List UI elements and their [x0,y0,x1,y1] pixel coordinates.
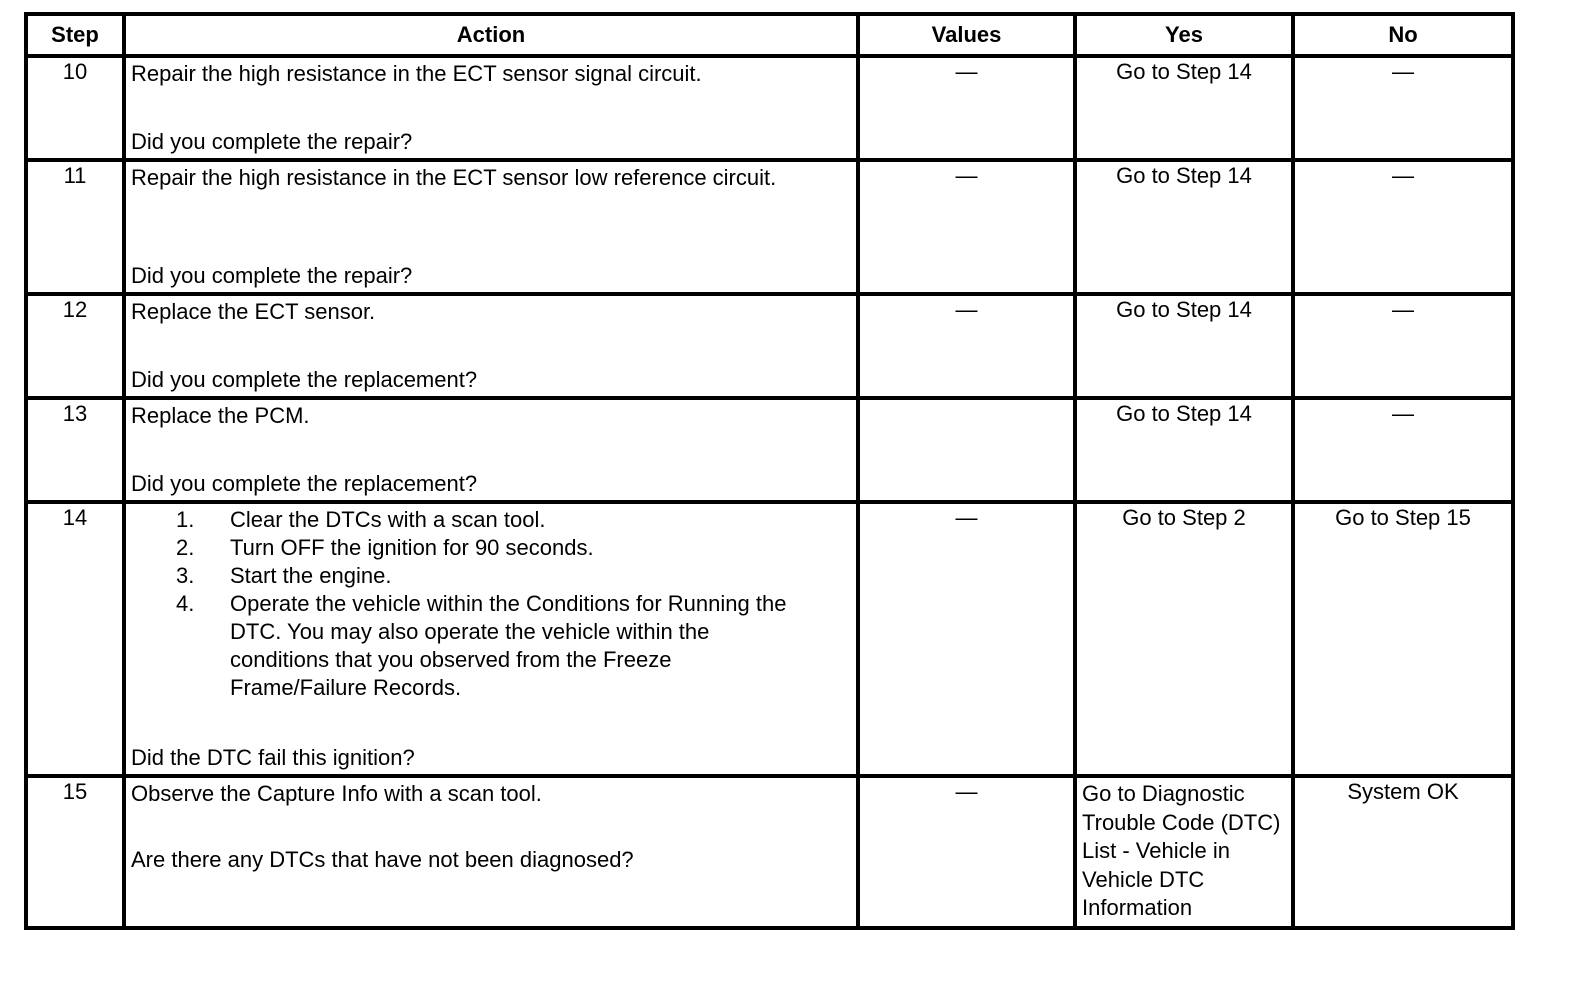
action-cell [124,398,858,502]
table-row [26,160,1513,294]
yes-cell: Go to Step 14 [1075,56,1293,160]
action-question: Did you complete the replacement? [131,367,478,392]
substep-text: Clear the DTCs with a scan tool. [230,507,546,532]
table-row [26,398,1513,502]
substep-number: 2. [176,535,195,560]
values-cell [858,398,1075,502]
substep-number: 3. [176,563,195,588]
no-cell: System OK [1293,776,1513,928]
header-step: Step [26,14,124,56]
action-instruction: Replace the PCM. [131,403,310,428]
action-cell [124,776,858,928]
header-no: No [1293,14,1513,56]
header-yes: Yes [1075,14,1293,56]
substep-text: Turn OFF the ignition for 90 seconds. [230,535,594,560]
substep-list [131,506,851,702]
action-question: Did you complete the repair? [131,263,413,288]
header-values: Values [858,14,1075,56]
yes-cell: Go to Step 14 [1075,294,1293,398]
substep-number: 4. [176,591,195,616]
substep-text: Operate the vehicle within the Conditions for Running the DTC. You may also operate the vehicle within the conditions that you observed from the Freeze Frame/Failure Records. [230,591,787,700]
no-cell: — [1293,398,1513,502]
step-number: 13 [26,398,124,502]
action-instruction: Observe the Capture Info with a scan tool. [131,781,542,806]
action-question: Are there any DTCs that have not been diagnosed? [131,847,634,872]
no-cell: — [1293,160,1513,294]
action-cell [124,160,858,294]
action-cell [124,294,858,398]
table-row [26,776,1513,928]
step-number: 10 [26,56,124,160]
diagnostic-table [24,12,1515,930]
values-cell: — [858,502,1075,776]
step-number: 12 [26,294,124,398]
list-item [131,590,851,702]
step-number: 11 [26,160,124,294]
substep-number: 1. [176,507,195,532]
table-row [26,502,1513,776]
table-row [26,294,1513,398]
yes-cell: Go to Step 2 [1075,502,1293,776]
list-item [131,534,851,562]
yes-cell: Go to Step 14 [1075,398,1293,502]
substep-text: Start the engine. [230,563,392,588]
list-item [131,506,851,534]
no-cell: Go to Step 15 [1293,502,1513,776]
step-number: 15 [26,776,124,928]
yes-cell: Go to Step 14 [1075,160,1293,294]
no-cell: — [1293,294,1513,398]
no-cell: — [1293,56,1513,160]
step-number: 14 [26,502,124,776]
action-instruction: Replace the ECT sensor. [131,299,376,324]
values-cell: — [858,160,1075,294]
yes-cell: Go to Diagnostic Trouble Code (DTC) List - Vehicle in Vehicle DTC Information [1075,776,1293,928]
values-cell: — [858,776,1075,928]
values-cell: — [858,294,1075,398]
header-action: Action [124,14,858,56]
action-question: Did you complete the replacement? [131,471,478,496]
action-instruction: Repair the high resistance in the ECT sensor low reference circuit. [131,165,777,190]
action-question: Did the DTC fail this ignition? [131,745,415,770]
action-question: Did you complete the repair? [131,129,413,154]
table-row [26,56,1513,160]
header-row [26,14,1513,56]
action-cell [124,56,858,160]
list-item [131,562,851,590]
values-cell: — [858,56,1075,160]
action-cell [124,502,858,776]
action-instruction: Repair the high resistance in the ECT sensor signal circuit. [131,61,702,86]
